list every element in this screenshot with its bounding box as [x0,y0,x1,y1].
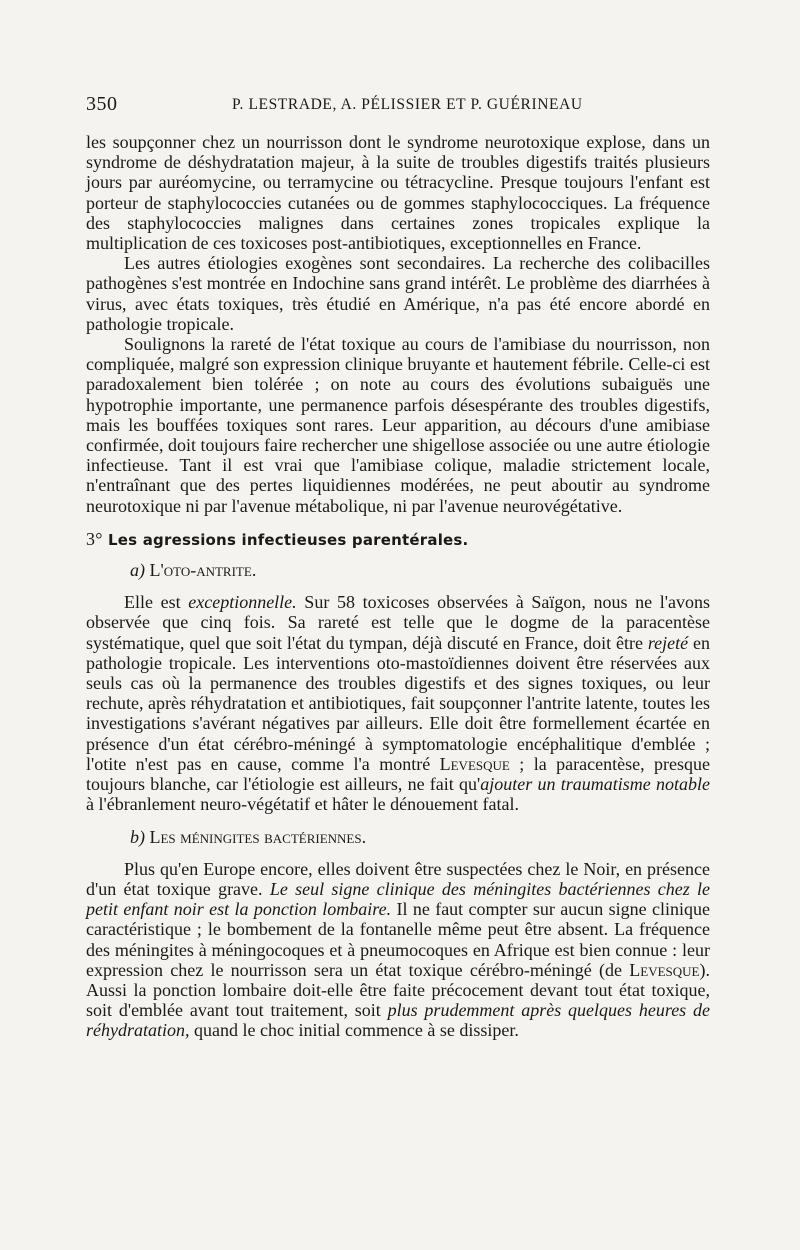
page-header [86,93,706,117]
text-run: ; la paracentèse, presque toujours blanche, car l'étiologie est ailleurs, ne fait qu' [86,753,710,795]
paragraph-meningites [86,859,710,1041]
running-head: P. LESTRADE, A. PÉLISSIER ET P. GUÉRINEAU [232,96,583,113]
page-number: 350 [86,93,118,115]
subheading-b-title: Les méningites bactériennes. [149,826,367,847]
text-run: à l'ébranlement neuro-végétatif et hâter le dénouement fatal. [86,794,520,815]
section-heading-3 [86,529,710,550]
text-run: Elle est [124,592,189,613]
emphasis-text: exceptionnelle. [188,592,297,613]
subheading-a [86,560,710,580]
paragraph-oto-antrite [86,592,710,814]
emphasis-text: ajouter un traumatisme notable [480,774,710,795]
text-run: Sur 58 toxicoses observées à Saïgon, nous ne l'avons observée que cinq fois. Sa rareté est telle que le dogme de la paracentèse systématique, quel que soit l'état du tympan, déjà discuté en France, doit être [86,592,710,653]
text-run: Plus qu'en Europe encore, elles doivent être suspectées chez le Noir, en présence d'un état toxique grave. [86,858,710,899]
emphasis-text: Le seul signe clinique des méningites bactériennes chez le petit enfant noir est la ponction lombaire. [86,878,710,920]
emphasis-text: rejeté [647,632,689,653]
author-name: Levesque [439,753,510,774]
text-run: ). Aussi la ponction lombaire doit-elle être faite précocement devant tout état toxique, soit d'emblée avant tout traitement, soit [86,959,710,1021]
text-run: quand le choc initial commence à se dissiper. [189,1020,519,1041]
subheading-a-title: L'oto-antrite. [149,560,257,581]
subheading-b [86,827,710,847]
emphasis-text: plus prudemment après quelques heures de réhydratation, [86,1000,710,1041]
paragraph-1: les soupçonner chez un nourrisson dont le syndrome neurotoxique explose, dans un syndrome de déshydratation majeur, à la suite de troubles digestifs traités plusieurs jours par auréomycine, ou terramycine ou tétracycline. Presque toujours l'enfant est porteur de staphylococcies cutanées ou de gommes staphylococciques. La fréquence des staphylococcies malignes dans certaines zones tropicales explique la multiplication de ces toxicoses post-antibiotiques, exceptionnelles en France. [86,132,710,254]
paragraph-2: Les autres étiologies exogènes sont secondaires. La recherche des colibacilles pathogènes s'est montrée en Indochine sans grand intérêt. Le problème des diarrhées à virus, avec états toxiques, très étudié en Amérique, n'a pas été encore abordé en pathologie tropicale. [86,253,710,334]
subheading-b-letter: b) [130,826,145,847]
subheading-a-letter: a) [130,560,145,581]
text-run: Il ne faut compter sur aucun signe clinique caractéristique ; le bombement de la fontanelle même peut être absent. La fréquence des méningites à méningocoques et à pneumocoques en Afrique est bien connue : leur expression chez le nourrisson sera un état toxique cérébro-méningé (de [86,899,710,980]
author-name: Levesque [629,959,700,980]
section-number: 3° [86,528,103,549]
paragraph-3: Soulignons la rareté de l'état toxique au cours de l'amibiase du nourrisson, non compliquée, malgré son expression clinique bruyante et hautement fébrile. Celle-ci est paradoxalement bien tolérée ; on note au cours des évolutions subaiguës une hypotrophie importante, une permanence parfois désespérante des troubles digestifs, mais les bouffées toxiques sont rares. Leur apparition, au décours d'une amibiase confirmée, doit toujours faire rechercher une shigellose associée ou une autre étiologie infectieuse. Tant il est vrai que l'amibiase colique, maladie strictement locale, n'entraînant que des pertes liquidiennes modérées, ne peut aboutir au syndrome neurotoxique ni par l'avenue métabolique, ni par l'avenue neurovégétative. [86,334,710,516]
text-run: en pathologie tropicale. Les interventions oto-mastoïdiennes doivent être réservées aux seuls cas où la permanence des troubles digestifs et des signes toxiques, ou leur rechute, après réhydratation et antibiotiques, fait soupçonner l'antrite latente, toutes les investigations s'avérant négatives par ailleurs. Elle doit être formellement écartée en présence d'un état cérébro-méningé à symptomatologie encéphalitique d'emblée ; l'otite n'est pas en cause, comme l'a montré [86,632,710,774]
body-text [86,132,710,1041]
section-title: Les agressions infectieuses parentérales. [108,530,469,549]
